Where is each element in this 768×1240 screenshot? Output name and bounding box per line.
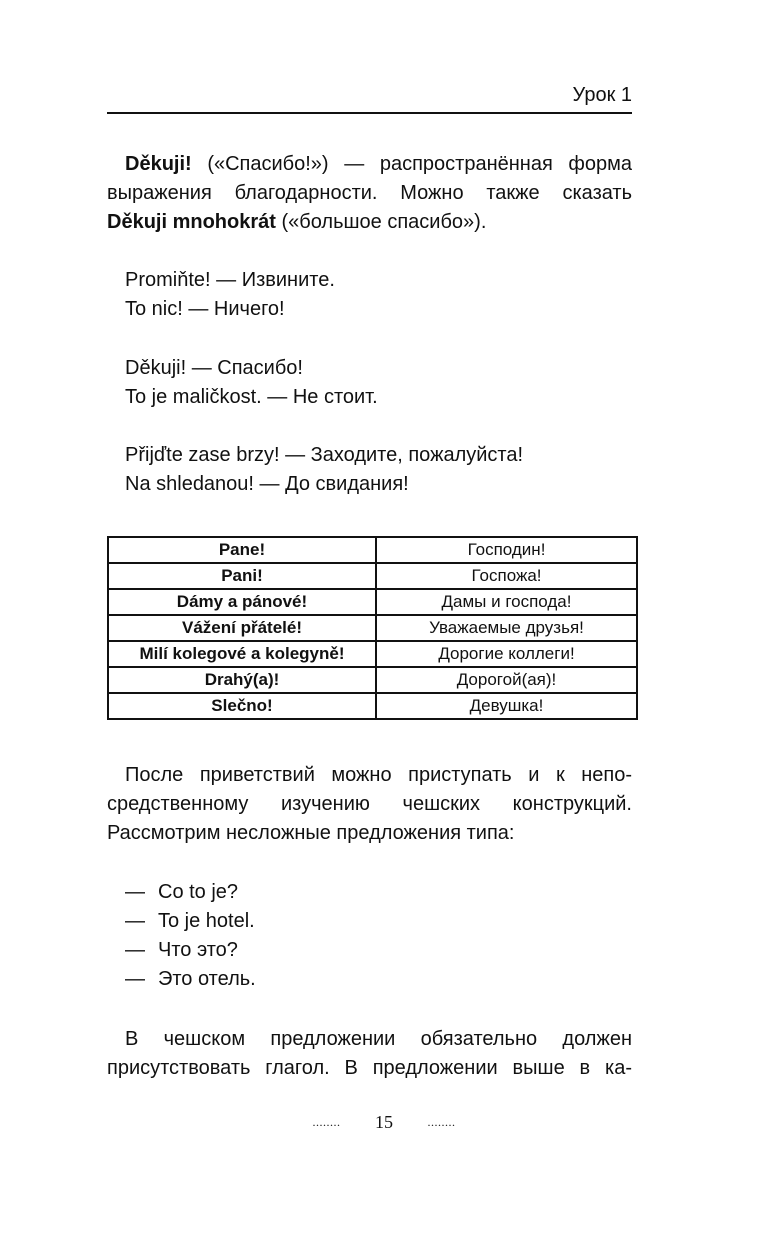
dialog-line: Přijďte zase brzy! — Заходите, пожалуйста! xyxy=(125,444,524,466)
russian-cell: Господин! xyxy=(376,537,637,563)
para3-line-1: В чешском предложении обязательно должен xyxy=(125,1028,632,1050)
czech-cell: Drahý(a)! xyxy=(108,667,376,693)
intro-line-3: Děkuji mnohokrát («большое спасибо»). xyxy=(107,211,487,233)
greetings-table xyxy=(107,536,638,720)
russian-cell: Госпожа! xyxy=(376,563,637,589)
dialog-line: Děkuji! — Спасибо! xyxy=(125,357,303,379)
table-row xyxy=(108,667,637,693)
dialog-line: To nic! — Ничего! xyxy=(125,298,285,320)
czech-cell: Milí kolegové a kolegyně! xyxy=(108,641,376,667)
czech-cell: Vážení přátelé! xyxy=(108,615,376,641)
table-row xyxy=(108,641,637,667)
intro-line-1: Děkuji! («Спасибо!») — распространённая форма xyxy=(125,153,632,175)
table-row xyxy=(108,563,637,589)
para2-line-2: средственному изучению чешских конструкций. xyxy=(107,793,632,815)
list-item: — Что это? xyxy=(125,939,238,961)
constructions-paragraph xyxy=(107,761,632,848)
intro-line-2: выражения благодарности. Можно также сказать xyxy=(107,182,632,204)
list-item: — Co to je? xyxy=(125,881,239,903)
list-item: — To je hotel. xyxy=(125,910,255,932)
running-head xyxy=(107,84,632,114)
para2-line-1: После приветствий можно приступать и к непо- xyxy=(125,764,632,786)
page-footer xyxy=(0,1112,768,1133)
dialog-apology xyxy=(125,266,335,324)
table-row xyxy=(108,589,637,615)
russian-cell: Дорогой(ая)! xyxy=(376,667,637,693)
para3-line-2: присутствовать глагол. В предложении выше в ка- xyxy=(107,1057,632,1079)
czech-cell: Slečno! xyxy=(108,693,376,719)
term-dekuji-mnohokrat: Děkuji mnohokrát xyxy=(107,211,276,233)
footer-dots-left: ........ xyxy=(312,1115,341,1129)
table-row xyxy=(108,537,637,563)
list-item: — Это отель. xyxy=(125,968,256,990)
russian-cell: Девушка! xyxy=(376,693,637,719)
term-dekuji: Děkuji! xyxy=(125,153,192,175)
para2-line-3: Рассмотрим несложные предложения типа: xyxy=(107,822,515,844)
dialog-line: Na shledanou! — До свидания! xyxy=(125,473,409,495)
dialog-farewell xyxy=(125,441,523,499)
czech-cell: Pani! xyxy=(108,563,376,589)
intro-paragraph xyxy=(107,150,632,237)
footer-dots-right: ........ xyxy=(427,1115,456,1129)
page-number: 15 xyxy=(375,1112,393,1132)
table-row xyxy=(108,693,637,719)
czech-cell: Dámy a pánové! xyxy=(108,589,376,615)
russian-cell: Дамы и господа! xyxy=(376,589,637,615)
dialog-line: To je maličkost. — Не стоит. xyxy=(125,386,378,408)
dialog-thanks xyxy=(125,354,378,412)
verb-paragraph xyxy=(107,1025,632,1083)
example-list xyxy=(125,878,256,994)
russian-cell: Уважаемые друзья! xyxy=(376,615,637,641)
russian-cell: Дорогие коллеги! xyxy=(376,641,637,667)
lesson-title: Урок 1 xyxy=(572,84,632,106)
dialog-line: Promiňte! — Извините. xyxy=(125,269,335,291)
czech-cell: Pane! xyxy=(108,537,376,563)
table-row xyxy=(108,615,637,641)
